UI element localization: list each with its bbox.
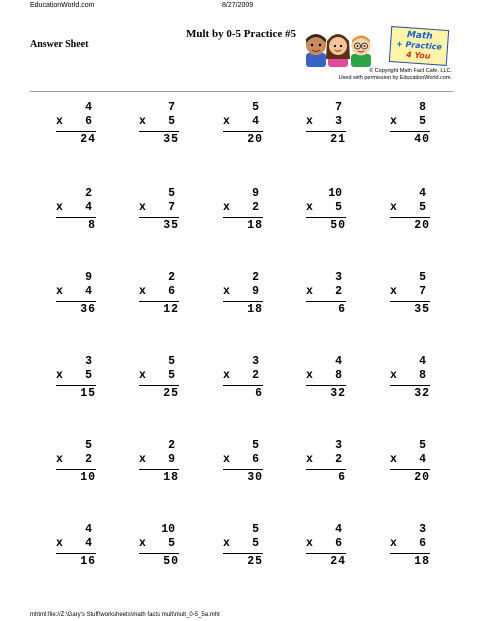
- product-answer: 32: [414, 387, 430, 400]
- multiplier: 5: [168, 115, 175, 128]
- multiplicand: 9: [252, 187, 259, 200]
- problem-2-1: [56, 187, 100, 247]
- multiplier: 4: [252, 115, 259, 128]
- problem-5-5: [390, 439, 434, 499]
- answer-line: [56, 131, 96, 132]
- times-sign: x: [56, 537, 63, 550]
- product-answer: 35: [163, 133, 179, 146]
- product-answer: 20: [414, 471, 430, 484]
- product-answer: 16: [80, 555, 96, 568]
- multiplier: 5: [335, 201, 342, 214]
- times-sign: x: [56, 285, 63, 298]
- multiplicand: 3: [419, 523, 426, 536]
- times-sign: x: [390, 115, 397, 128]
- multiplier: 6: [335, 537, 342, 550]
- permission-line: Used with permission by EducationWorld.com.: [338, 75, 452, 81]
- problem-6-4: [306, 523, 350, 583]
- answer-line: [306, 131, 346, 132]
- product-answer: 30: [247, 471, 263, 484]
- multiplicand: 3: [335, 271, 342, 284]
- times-sign: x: [56, 453, 63, 466]
- answer-line: [56, 385, 96, 386]
- multiplier: 7: [419, 285, 426, 298]
- problem-3-3: [223, 271, 267, 331]
- answer-line: [56, 217, 96, 218]
- product-answer: 20: [414, 219, 430, 232]
- problem-4-4: [306, 355, 350, 415]
- multiplier: 7: [168, 201, 175, 214]
- multiplicand: 4: [85, 523, 92, 536]
- product-answer: 24: [330, 555, 346, 568]
- times-sign: x: [306, 201, 313, 214]
- multiplicand: 4: [419, 355, 426, 368]
- multiplier: 9: [252, 285, 259, 298]
- multiplier: 4: [85, 285, 92, 298]
- copyright-note: [292, 68, 452, 82]
- multiplicand: 4: [335, 355, 342, 368]
- answer-line: [223, 217, 263, 218]
- answer-line: [390, 469, 430, 470]
- multiplier: 4: [419, 453, 426, 466]
- product-answer: 8: [88, 219, 96, 232]
- math-practice-card: [389, 26, 449, 66]
- product-answer: 18: [247, 219, 263, 232]
- times-sign: x: [390, 285, 397, 298]
- problem-1-5: [390, 101, 434, 161]
- multiplicand: 7: [168, 101, 175, 114]
- problem-4-2: [139, 355, 183, 415]
- answer-line: [306, 301, 346, 302]
- multiplicand: 3: [252, 355, 259, 368]
- product-answer: 21: [330, 133, 346, 146]
- product-answer: 12: [163, 303, 179, 316]
- answer-line: [390, 131, 430, 132]
- answer-line: [223, 385, 263, 386]
- times-sign: x: [223, 115, 230, 128]
- problem-1-3: [223, 101, 267, 161]
- math-practice-logo: [300, 27, 452, 67]
- answer-line: [306, 385, 346, 386]
- times-sign: x: [139, 537, 146, 550]
- product-answer: 40: [414, 133, 430, 146]
- times-sign: x: [223, 201, 230, 214]
- logo-line-1: Math: [406, 30, 433, 42]
- multiplier: 5: [168, 369, 175, 382]
- multiplier: 6: [252, 453, 259, 466]
- times-sign: x: [56, 115, 63, 128]
- answer-line: [390, 553, 430, 554]
- answer-line: [306, 469, 346, 470]
- problem-6-2: [139, 523, 183, 583]
- problem-5-1: [56, 439, 100, 499]
- answer-line: [139, 553, 179, 554]
- print-date: 8/27/2009: [222, 2, 254, 9]
- multiplicand: 2: [252, 271, 259, 284]
- product-answer: 24: [80, 133, 96, 146]
- times-sign: x: [390, 537, 397, 550]
- answer-line: [56, 553, 96, 554]
- multiplier: 8: [419, 369, 426, 382]
- problem-2-2: [139, 187, 183, 247]
- answer-line: [390, 301, 430, 302]
- product-answer: 6: [338, 303, 346, 316]
- multiplicand: 3: [85, 355, 92, 368]
- answer-line: [139, 469, 179, 470]
- problem-6-5: [390, 523, 434, 583]
- multiplier: 6: [85, 115, 92, 128]
- problem-5-4: [306, 439, 350, 499]
- problem-3-1: [56, 271, 100, 331]
- answer-line: [139, 301, 179, 302]
- multiplier: 2: [85, 453, 92, 466]
- multiplier: 5: [419, 115, 426, 128]
- product-answer: 25: [247, 555, 263, 568]
- multiplier: 6: [419, 537, 426, 550]
- product-answer: 10: [80, 471, 96, 484]
- product-answer: 32: [330, 387, 346, 400]
- multiplier: 4: [85, 201, 92, 214]
- multiplier: 8: [335, 369, 342, 382]
- product-answer: 6: [255, 387, 263, 400]
- multiplicand: 4: [335, 523, 342, 536]
- product-answer: 50: [330, 219, 346, 232]
- times-sign: x: [223, 537, 230, 550]
- file-path: mhtml:file://Z:\Gary's Stuff\worksheets\math facts mult\mult_0-5_5a.mht: [30, 612, 220, 618]
- copyright-line: © Copyright Math Fact Cafe, LLC.: [369, 68, 452, 74]
- answer-line: [139, 217, 179, 218]
- multiplicand: 9: [85, 271, 92, 284]
- problem-3-2: [139, 271, 183, 331]
- multiplicand: 5: [168, 187, 175, 200]
- answer-line: [223, 469, 263, 470]
- times-sign: x: [139, 285, 146, 298]
- multiplicand: 7: [335, 101, 342, 114]
- times-sign: x: [56, 201, 63, 214]
- product-answer: 25: [163, 387, 179, 400]
- multiplier: 9: [168, 453, 175, 466]
- problem-1-1: [56, 101, 100, 161]
- times-sign: x: [390, 453, 397, 466]
- answer-line: [390, 217, 430, 218]
- multiplicand: 5: [252, 101, 259, 114]
- times-sign: x: [139, 115, 146, 128]
- times-sign: x: [139, 201, 146, 214]
- answer-line: [56, 301, 96, 302]
- times-sign: x: [223, 285, 230, 298]
- multiplier: 2: [252, 201, 259, 214]
- times-sign: x: [56, 369, 63, 382]
- times-sign: x: [306, 369, 313, 382]
- multiplicand: 2: [85, 187, 92, 200]
- multiplier: 6: [168, 285, 175, 298]
- logo-line-3: 4 You: [405, 50, 431, 61]
- times-sign: x: [223, 369, 230, 382]
- problem-5-2: [139, 439, 183, 499]
- times-sign: x: [223, 453, 230, 466]
- multiplicand: 5: [252, 439, 259, 452]
- times-sign: x: [306, 537, 313, 550]
- times-sign: x: [306, 285, 313, 298]
- product-answer: 6: [338, 471, 346, 484]
- multiplier: 5: [168, 537, 175, 550]
- multiplicand: 5: [168, 355, 175, 368]
- multiplicand: 5: [85, 439, 92, 452]
- problem-2-5: [390, 187, 434, 247]
- product-answer: 18: [414, 555, 430, 568]
- multiplier: 2: [252, 369, 259, 382]
- multiplier: 2: [335, 285, 342, 298]
- worksheet-title: Mult by 0-5 Practice #5: [186, 28, 296, 40]
- multiplicand: 4: [419, 187, 426, 200]
- multiplicand: 2: [168, 439, 175, 452]
- multiplier: 5: [252, 537, 259, 550]
- site-name: EducationWorld.com: [30, 2, 95, 9]
- multiplier: 5: [85, 369, 92, 382]
- problem-4-1: [56, 355, 100, 415]
- answer-line: [139, 131, 179, 132]
- answer-line: [223, 553, 263, 554]
- product-answer: 18: [247, 303, 263, 316]
- multiplicand: 3: [335, 439, 342, 452]
- multiplier: 4: [85, 537, 92, 550]
- multiplicand: 8: [419, 101, 426, 114]
- product-answer: 50: [163, 555, 179, 568]
- times-sign: x: [306, 115, 313, 128]
- problem-1-2: [139, 101, 183, 161]
- times-sign: x: [306, 453, 313, 466]
- product-answer: 15: [80, 387, 96, 400]
- times-sign: x: [390, 369, 397, 382]
- answer-line: [390, 385, 430, 386]
- header-divider: [30, 91, 453, 92]
- product-answer: 35: [163, 219, 179, 232]
- problem-6-3: [223, 523, 267, 583]
- answer-line: [139, 385, 179, 386]
- logo-line-2: + Practice: [395, 39, 443, 52]
- problem-2-4: [306, 187, 350, 247]
- multiplicand: 2: [168, 271, 175, 284]
- problem-3-5: [390, 271, 434, 331]
- product-answer: 20: [247, 133, 263, 146]
- answer-sheet-label: Answer Sheet: [30, 39, 89, 50]
- problem-5-3: [223, 439, 267, 499]
- problem-4-3: [223, 355, 267, 415]
- multiplier: 2: [335, 453, 342, 466]
- multiplicand: 5: [419, 439, 426, 452]
- answer-line: [223, 301, 263, 302]
- times-sign: x: [139, 369, 146, 382]
- times-sign: x: [390, 201, 397, 214]
- problem-6-1: [56, 523, 100, 583]
- answer-line: [306, 217, 346, 218]
- multiplicand: 10: [161, 523, 175, 536]
- answer-line: [223, 131, 263, 132]
- times-sign: x: [139, 453, 146, 466]
- multiplicand: 5: [419, 271, 426, 284]
- multiplicand: 10: [328, 187, 342, 200]
- multiplicand: 5: [252, 523, 259, 536]
- product-answer: 18: [163, 471, 179, 484]
- problem-2-3: [223, 187, 267, 247]
- problem-4-5: [390, 355, 434, 415]
- problem-3-4: [306, 271, 350, 331]
- product-answer: 36: [80, 303, 96, 316]
- problem-1-4: [306, 101, 350, 161]
- product-answer: 35: [414, 303, 430, 316]
- multiplier: 3: [335, 115, 342, 128]
- multiplicand: 4: [85, 101, 92, 114]
- answer-line: [56, 469, 96, 470]
- answer-line: [306, 553, 346, 554]
- multiplier: 5: [419, 201, 426, 214]
